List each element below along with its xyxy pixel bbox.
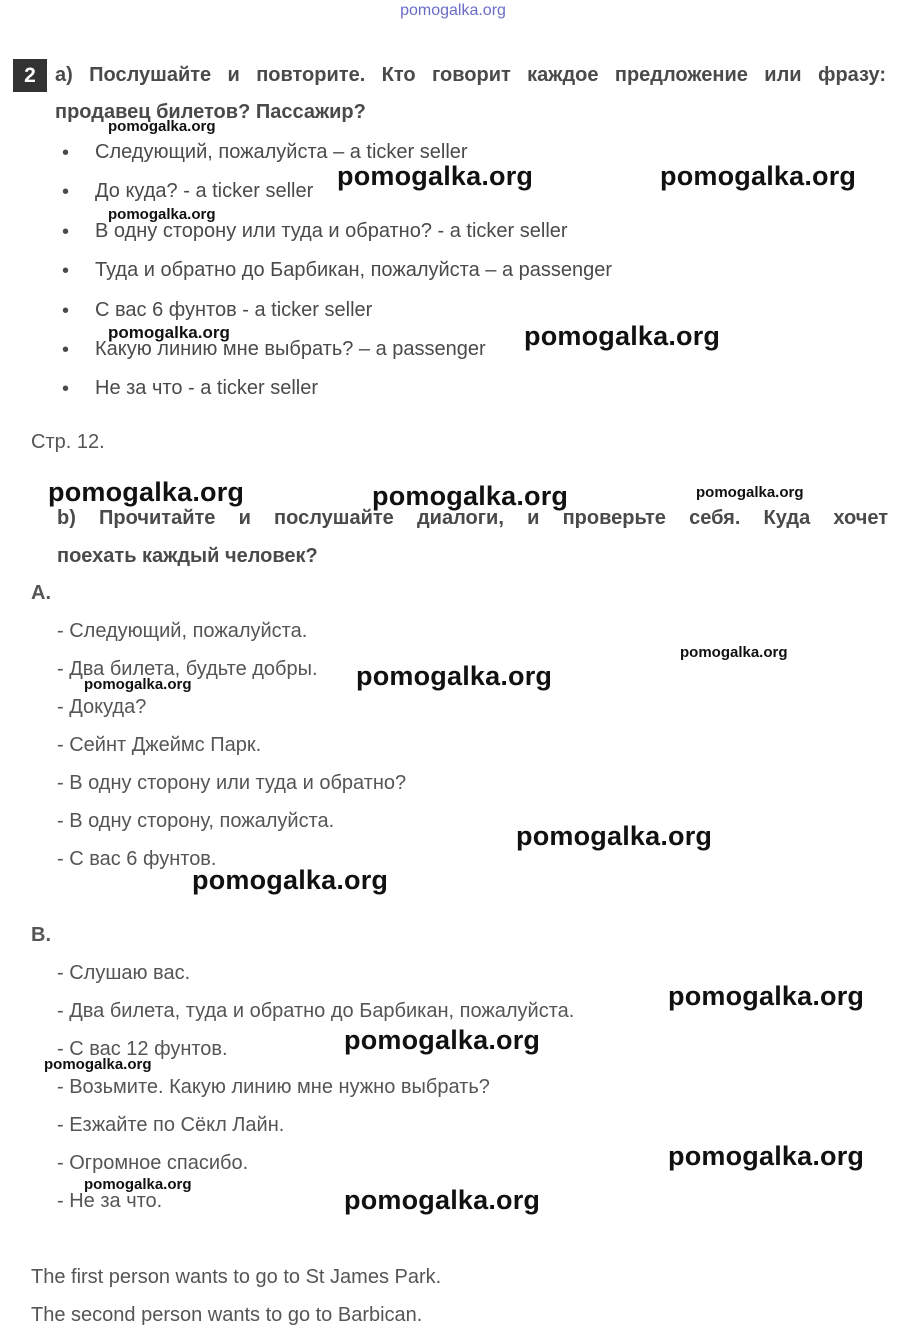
dialogue-a-label: A. <box>31 582 51 604</box>
dialogue-line: - Два билета, туда и обратно до Барбикан, пожалуйста. <box>57 1000 575 1022</box>
watermark: pomogalka.org <box>344 1025 541 1055</box>
dialogue-line: - Не за что. <box>57 1190 163 1212</box>
watermark: pomogalka.org <box>337 161 534 191</box>
part-a-heading-line1: a) Послушайте и повторите. Кто говорит каждое предложение или фразу: <box>55 64 886 86</box>
part-a-heading-line2: продавец билетов? Пассажир? <box>55 101 366 123</box>
page-reference: Стр. 12. <box>31 431 105 453</box>
watermark: pomogalka.org <box>44 1056 152 1073</box>
watermark: pomogalka.org <box>192 865 389 895</box>
list-item: Не за что - a ticker seller <box>95 377 319 399</box>
bullet-icon: • <box>62 378 70 400</box>
bullet-icon: • <box>62 260 70 282</box>
bullet-icon: • <box>62 142 70 164</box>
dialogue-line: - С вас 12 фунтов. <box>57 1038 228 1060</box>
answer-line: The first person wants to go to St James Park. <box>31 1266 442 1288</box>
watermark: pomogalka.org <box>48 477 245 507</box>
dialogue-line: - Сейнт Джеймс Парк. <box>57 734 262 756</box>
watermark: pomogalka.org <box>372 481 569 511</box>
watermark: pomogalka.org <box>356 661 553 691</box>
answer-line: The second person wants to go to Barbican. <box>31 1304 423 1326</box>
watermark: pomogalka.org <box>108 118 216 135</box>
watermark: pomogalka.org <box>84 676 192 693</box>
dialogue-line: - В одну сторону или туда и обратно? <box>57 772 407 794</box>
dialogue-line: - Докуда? <box>57 696 147 718</box>
watermark: pomogalka.org <box>524 321 721 351</box>
watermark: pomogalka.org <box>668 981 865 1011</box>
bullet-icon: • <box>62 181 70 203</box>
list-item: Какую линию мне выбрать? – a passenger <box>95 338 486 360</box>
exercise-number-badge: 2 <box>13 59 47 92</box>
part-b-heading-line2: поехать каждый человек? <box>57 545 318 567</box>
list-item: Туда и обратно до Барбикан, пожалуйста – a passenger <box>95 259 613 281</box>
header-watermark: pomogalka.org <box>400 2 506 19</box>
watermark: pomogalka.org <box>660 161 857 191</box>
dialogue-line: - Следующий, пожалуйста. <box>57 620 308 642</box>
part-b-heading-line1: b) Прочитайте и послушайте диалоги, и проверьте себя. Куда хочет <box>57 507 888 529</box>
list-item: До куда? - a ticker seller <box>95 180 314 202</box>
list-item: Следующий, пожалуйста – a ticker seller <box>95 141 468 163</box>
list-item: С вас 6 фунтов - a ticker seller <box>95 299 373 321</box>
bullet-icon: • <box>62 221 70 243</box>
watermark: pomogalka.org <box>344 1185 541 1215</box>
watermark: pomogalka.org <box>108 323 230 342</box>
dialogue-line: - Возьмите. Какую линию мне нужно выбрать? <box>57 1076 490 1098</box>
list-item: В одну сторону или туда и обратно? - a ticker seller <box>95 220 568 242</box>
watermark: pomogalka.org <box>680 644 788 661</box>
watermark: pomogalka.org <box>668 1141 865 1171</box>
watermark: pomogalka.org <box>84 1176 192 1193</box>
dialogue-line: - Слушаю вас. <box>57 962 191 984</box>
watermark: pomogalka.org <box>108 206 216 223</box>
dialogue-line: - Езжайте по Сёкл Лайн. <box>57 1114 285 1136</box>
dialogue-line: - С вас 6 фунтов. <box>57 848 217 870</box>
dialogue-line: - Два билета, будьте добры. <box>57 658 318 680</box>
dialogue-line: - В одну сторону, пожалуйста. <box>57 810 335 832</box>
watermark: pomogalka.org <box>696 484 804 501</box>
dialogue-line: - Огромное спасибо. <box>57 1152 249 1174</box>
bullet-icon: • <box>62 300 70 322</box>
dialogue-b-label: B. <box>31 924 51 946</box>
watermark: pomogalka.org <box>516 821 713 851</box>
bullet-icon: • <box>62 339 70 361</box>
